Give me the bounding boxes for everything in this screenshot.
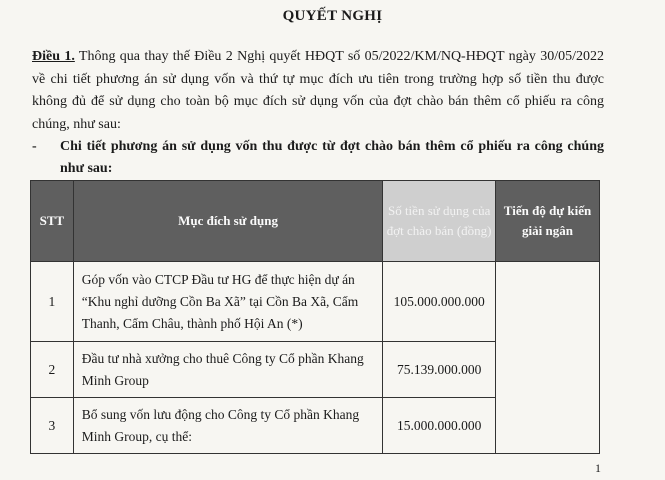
row-purpose: Đầu tư nhà xưởng cho thuê Công ty Cổ phần Khang Minh Group xyxy=(73,342,383,398)
table-row xyxy=(31,262,600,342)
header-purpose: Mục đích sử dụng xyxy=(73,181,383,262)
row-amount: 75.139.000.000 xyxy=(383,342,496,398)
article-text: Thông qua thay thế Điều 2 Nghị quyết HĐQT số 05/2022/KM/NQ-HĐQT ngày 30/05/2022 về chi tiết phương án sử dụng vốn và thứ tự mục đích ưu tiên trong trường hợp số tiền thu được không đủ để sử dụng cho toàn bộ mục đích sử dụng vốn của đợt chào bán thêm cổ phiếu ra công chúng, như sau: xyxy=(32,49,605,132)
header-stt: STT xyxy=(31,181,74,262)
bullet-text: Chi tiết phương án sử dụng vốn thu được từ đợt chào bán thêm cổ phiếu ra công chúng như sau: xyxy=(60,139,604,176)
capital-use-table xyxy=(30,180,600,454)
row-stt: 1 xyxy=(31,262,74,342)
row-purpose: Góp vốn vào CTCP Đầu tư HG để thực hiện dự án “Khu nghỉ dưỡng Cồn Ba Xã” tại Cồn Ba Xã, Cẩm Thanh, Cẩm Châu, thành phố Hội An (*) xyxy=(73,262,383,342)
row-amount: 15.000.000.000 xyxy=(383,398,496,454)
article-label: Điều 1. xyxy=(32,49,75,64)
row-progress xyxy=(496,262,600,454)
row-amount: 105.000.000.000 xyxy=(383,262,496,342)
row-stt: 3 xyxy=(31,398,74,454)
header-progress: Tiến độ dự kiến giải ngân xyxy=(496,181,600,262)
header-amount: Số tiền sử dụng của đợt chào bán (đồng) xyxy=(383,181,496,262)
page-title: QUYẾT NGHỊ xyxy=(282,8,383,24)
page-number: 1 xyxy=(595,461,601,475)
bullet-dash: - xyxy=(32,139,37,154)
row-purpose: Bổ sung vốn lưu động cho Công ty Cổ phần Khang Minh Group, cụ thể: xyxy=(73,398,383,454)
row-stt: 2 xyxy=(31,342,74,398)
bullet-item xyxy=(32,136,604,180)
table-header-row xyxy=(31,181,600,262)
article-paragraph xyxy=(32,46,604,136)
